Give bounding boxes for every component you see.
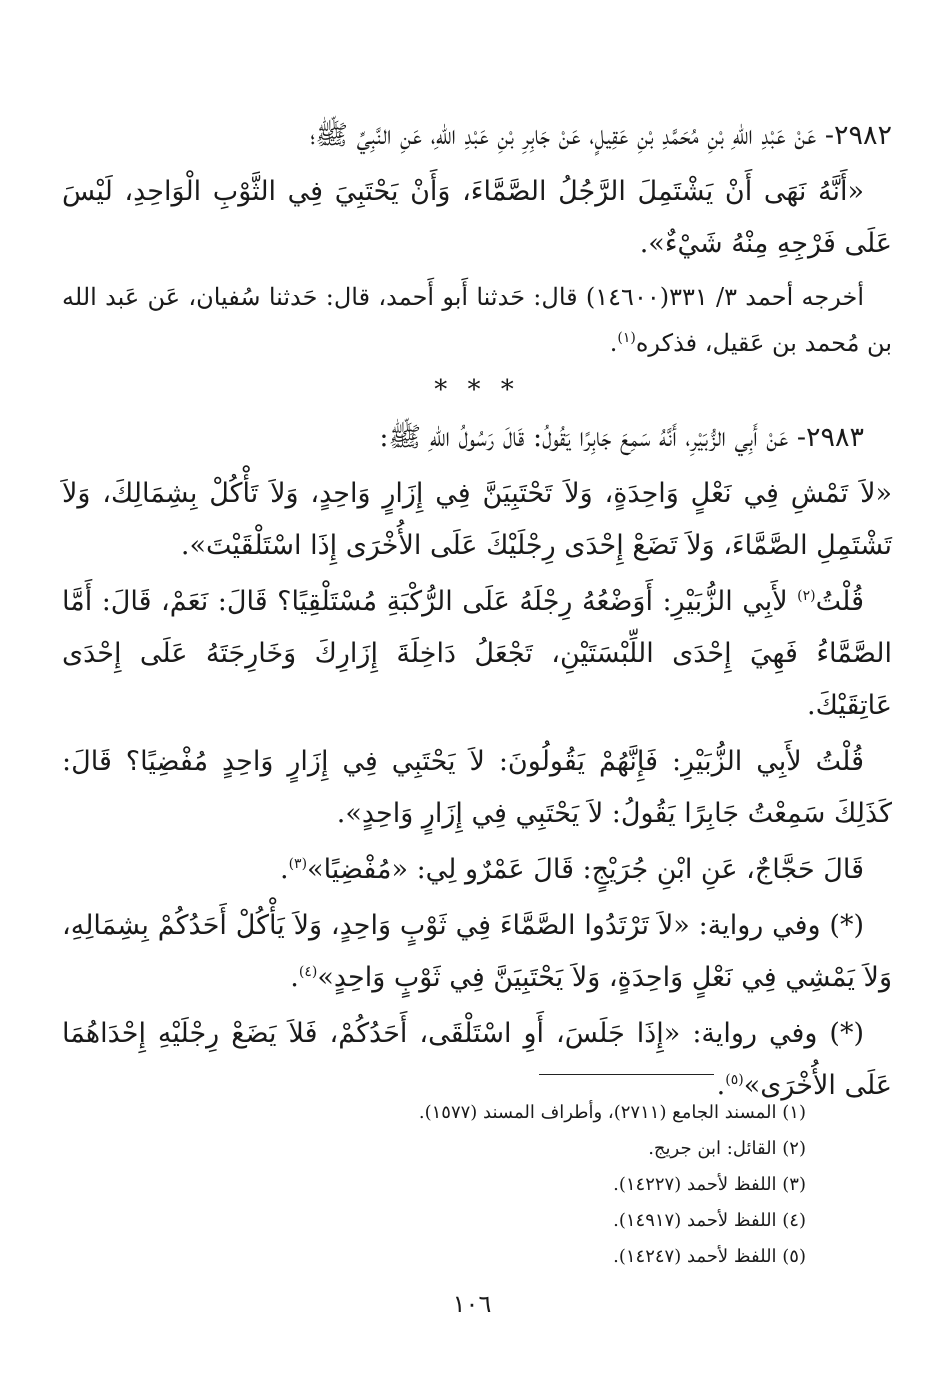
question-1-prefix: قُلْتُ [815,586,864,617]
hajjaj-text: قَالَ حَجَّاجٌ، عَنِ ابْنِ جُرَيْجٍ: قَالَ عَمْرٌو لِي: «مُفْضِيًا» [307,854,864,885]
footnote-1: (١) المسند الجامع (٢٧١١)، وأطراف المسند (١٥٧٧). [418,1102,806,1123]
footnote-separator [539,1074,714,1075]
hadith-2983-matn: «لاَ تَمْشِ فِي نَعْلٍ وَاحِدَةٍ، وَلاَ تَحْتَبِيَنَّ فِي إِزَارٍ وَاحِدٍ، وَلاَ تَأْكُلْ بِشِمَالِكَ، وَلاَ تَشْتَمِلِ الصَّمَّاءَ، وَلاَ تَضَعْ إِحْدَى رِجْلَيْكَ عَلَى الأُخْرَى إِذَا اسْتَلْقَيْتَ». [62,478,892,561]
footnote-5: (٥) اللفظ لأحمد (١٤٢٤٧). [613,1246,806,1267]
footnote-3: (٣) اللفظ لأحمد (١٤٢٢٧). [613,1174,806,1195]
page-number: ١٠٦ [452,1290,492,1318]
section-separator-stars: * * * [434,375,520,405]
footnote-4: (٤) اللفظ لأحمد (١٤٩١٧). [613,1210,806,1231]
hadith-2983-riwaya-1: (*) وفي رواية: «لاَ تَرْتَدُوا الصَّمَّاءَ فِي ثَوْبٍ وَاحِدٍ، وَلاَ يَأْكُلْ أَحَدُكُمْ بِشِمَالِهِ، وَلاَ يَمْشِي فِي نَعْلٍ وَاحِدَةٍ، وَلاَ يَحْتَبِيَنَّ فِي ثَوْبٍ وَاحِدٍ»$^{(٤)}$. [62,910,892,993]
takhrij-text: أخرجه أحمد ٣/ ٣٣١(١٤٦٠٠) قال: حَدثنا أَبو أَحمد، قال: حَدثنا سُفيان، عَن عَبد الله بن مُحمد بن عَقيل، فذكره [62,283,892,357]
page-body [62,110,892,1116]
main-text [62,110,892,1112]
footnote-ref-4: (٤) [298,964,318,980]
footnote-2: (٢) القائل: ابن جريج. [648,1138,806,1159]
hadith-2983-question-2: قُلْتُ لأَبِي الزُّبَيْرِ: فَإِنَّهُمْ يَقُولُونَ: لاَ يَحْتَبِي فِي إِزَارٍ وَاحِدٍ مُفْضِيًا؟ قَالَ: كَذَلِكَ سَمِعْتُ جَابِرًا يَقُولُ: لاَ يَحْتَبِي فِي إِزَارٍ وَاحِدٍ». [62,746,892,829]
question-1-text: لأَبِي الزُّبَيْرِ: أَوَضْعُهُ رِجْلَهُ عَلَى الرُّكْبَةِ مُسْتَلْقِيًا؟ قَالَ: نَعَمْ، قَالَ: أَمَّا الصَّمَّاءُ فَهِيَ إِحْدَى اللِّبْسَتَيْنِ، تَجْعَلُ دَاخِلَةَ إِزَارِكَ وَخَارِجَتَهُ عَلَى إِحْدَى عَاتِقَيْكَ. [62,586,892,721]
footnote-ref-3: (٣) [288,856,308,872]
hadith-2982-takhrij: أخرجه أحمد ٣/ ٣٣١(١٤٦٠٠) قال: حَدثنا أَبو أَحمد، قال: حَدثنا سُفيان، عَن عَبد الله بن مُحمد بن عَقيل، فذكره$^{(١)}$. [62,283,892,357]
hadith-2983-hajjaj: قَالَ حَجَّاجٌ، عَنِ ابْنِ جُرَيْجٍ: قَالَ عَمْرٌو لِي: «مُفْضِيًا»$^{(٣)}$. [279,854,864,885]
footnote-ref-1: (١) [617,330,636,346]
hadith-2983-isnad: ٢٩٨٣- عَنْ أَبِي الزُّبَيْرِ، أَنَّهُ سَمِعَ جَابِرًا يَقُولُ: قَالَ رَسُولُ اللهِ ﷺ: [379,422,864,453]
hadith-2983-riwaya-2: (*) وفي رواية: «إِذَا جَلَسَ، أَوِ اسْتَلْقَى، أَحَدُكُمْ، فَلاَ يَضَعْ رِجْلَيْهِ إِحْدَاهُمَا عَلَى الأُخْرَى»$^{(٥)}$. [62,1018,892,1101]
riwaya-2-text: (*) وفي رواية: «إِذَا جَلَسَ، أَوِ اسْتَلْقَى، أَحَدُكُمْ، فَلاَ يَضَعْ رِجْلَيْهِ إِحْدَاهُمَا عَلَى الأُخْرَى» [62,1018,892,1101]
hadith-2983-question-1 [62,576,892,732]
footnotes [126,1095,806,1275]
footnote-ref-2: (٢) [797,588,816,604]
hadith-2982-matn: «أَنَّهُ نَهَى أَنْ يَشْتَمِلَ الرَّجُلُ الصَّمَّاءَ، وَأَنْ يَحْتَبِيَ فِي الثَّوْبِ الْوَاحِدِ، لَيْسَ عَلَى فَرْجِهِ مِنْهُ شَيْءٌ». [62,176,892,259]
footnote-ref-5: (٥) [725,1072,744,1088]
riwaya-1-text: (*) وفي رواية: «لاَ تَرْتَدُوا الصَّمَّاءَ فِي ثَوْبٍ وَاحِدٍ، وَلاَ يَأْكُلْ أَحَدُكُمْ بِشِمَالِهِ، وَلاَ يَمْشِي فِي نَعْلٍ وَاحِدَةٍ، وَلاَ يَحْتَبِيَنَّ فِي ثَوْبٍ وَاحِدٍ» [62,910,892,993]
hadith-2982-isnad: ٢٩٨٢- عَنْ عَبْدِ اللهِ بْنِ مُحَمَّدِ بْنِ عَقِيلٍ، عَنْ جَابِرِ بْنِ عَبْدِ اللهِ، عَنِ النَّبِيِّ ﷺ؛ [309,120,892,151]
